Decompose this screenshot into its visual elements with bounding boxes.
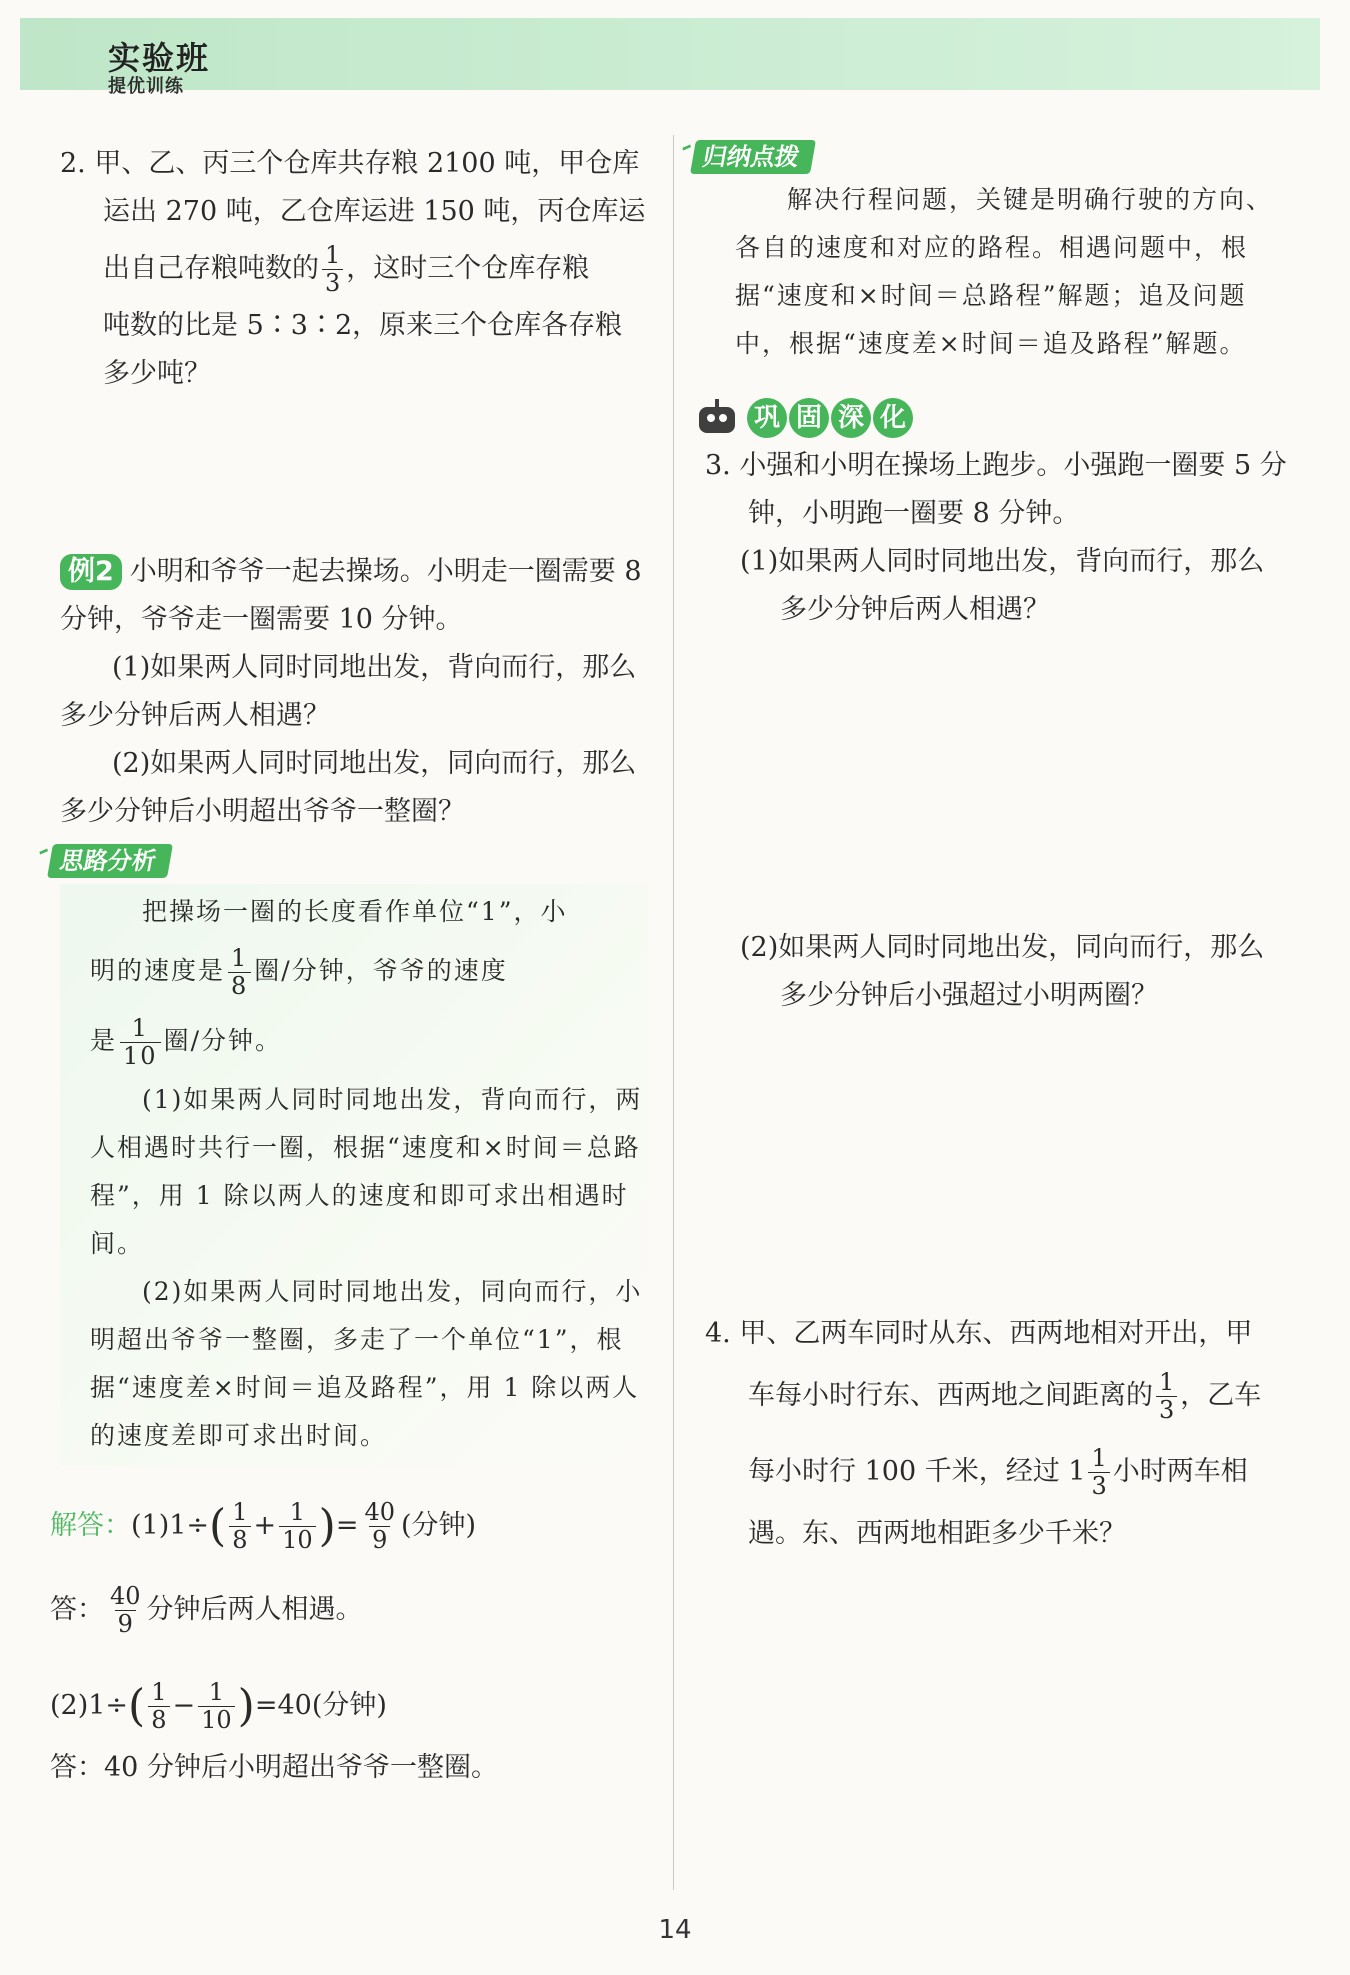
question-3-part-2: (2)如果两人同时同地出发，同向而行，那么多少分钟后小强超过小明两圈？ [740,932,1265,1011]
question-number: 2. [60,148,86,179]
question-3-part-1: (1)如果两人同时同地出发，背向而行，那么多少分钟后两人相遇？ [740,546,1265,625]
answer-space [705,634,1290,924]
fraction: $\frac{1}{3}$ [322,242,343,297]
solution-step-1: 解答：(1)1÷( $\frac{1}{8}$ + $\frac{1}{10}$ )= $\frac{40}{9}$ (分钟) [50,1498,477,1554]
left-column [50,140,648,1792]
brand-subtitle: 提优训练 [108,76,184,97]
fraction: $\frac{1}{8}$ [229,1499,250,1554]
fraction: $\frac{1}{10}$ [120,1015,161,1070]
analysis-label: 思路分析 [47,844,173,878]
analysis-box [60,884,648,1466]
example-tag: 例2 [60,554,122,590]
fraction: $\frac{40}{9}$ [364,1498,396,1554]
brand-title: 实验班 [108,39,211,77]
example-2-intro: 例2 小明和爷爷一起去操场。小明走一圈需要 8 分钟，爷爷走一圈需要 10 分钟。 [60,556,642,635]
fraction: $\frac{1}{3}$ [1088,1445,1109,1500]
consolidate-title: 巩 固 深 化 [747,398,913,438]
question-2-line-3: 吨数的比是 5∶3∶2，原来三个仓库各存粮多少吨？ [103,310,623,389]
fraction: $\frac{40}{9}$ [110,1582,141,1638]
analysis-line-1: 把操场一圈的长度看作单位“1”，小 [142,897,568,926]
solution-label: 解答： [50,1510,131,1541]
answer-space [705,1020,1290,1310]
analysis-part-2: (2)如果两人同时同地出发，同向而行，小明超出爷爷一整圈，多走了一个单位“1”，根据“速度差×时间＝追及路程”，用 1 除以两人的速度差即可求出时间。 [90,1277,643,1450]
consolidate-header [695,398,1290,438]
question-2-line-1: 2. 甲、乙、丙三个仓库共存粮 2100 吨，甲仓库运出 270 吨，乙仓库运进 150 吨，丙仓库运 [60,148,646,227]
question-4-line-2: 车每小时行东、西两地之间距离的 $\frac{1}{3}$ ，乙车 [748,1368,1262,1424]
example-2-part-2: (2)如果两人同时同地出发，同向而行，那么多少分钟后小明超出爷爷一整圈？ [60,748,637,827]
analysis-line-2: 明的速度是 $\frac{1}{8}$ 圈/分钟，爷爷的速度 [90,944,508,1000]
answer-2: 答：40 分钟后小明超出爷爷一整圈。 [50,1752,498,1783]
example-2 [60,548,648,836]
fraction: $\frac{1}{10}$ [198,1679,235,1734]
question-4-line-3: 每小时行 100 千米，经过 1 $\frac{1}{3}$ 小时两车相 [748,1444,1248,1500]
robot-icon [695,399,739,437]
question-number: 3. [705,450,731,481]
question-3-intro: 3. 小强和小明在操场上跑步。小强跑一圈要 5 分钟，小明跑一圈要 8 分钟。 [705,450,1287,529]
summary-label-wrap [693,140,1290,174]
answer-space [60,398,648,548]
summary-text: 解决行程问题，关键是明确行驶的方向、各自的速度和对应的路程。相遇问题中，根据“速度和×时间＝总路程”解题；追及问题中，根据“速度差×时间＝追及路程”解题。 [735,185,1274,358]
header-band [20,18,1320,90]
fraction: $\frac{1}{8}$ [228,945,251,1000]
fraction: $\frac{1}{8}$ [148,1679,169,1734]
analysis-label-wrap [50,844,648,878]
column-divider [673,135,674,1890]
answer-1: 答： $\frac{40}{9}$ 分钟后两人相遇。 [50,1582,363,1638]
summary-box [705,176,1290,368]
summary-label: 归纳点拨 [690,140,816,174]
question-4-line-1: 4. 甲、乙两车同时从东、西两地相对开出，甲 [705,1318,1253,1349]
brand-logo [108,40,210,98]
fraction: $\frac{1}{10}$ [279,1499,316,1554]
example-2-part-1: (1)如果两人同时同地出发，背向而行，那么多少分钟后两人相遇？ [60,652,637,731]
right-column [700,140,1290,1558]
page-number: 14 [658,1915,692,1945]
analysis-line-3: 是 $\frac{1}{10}$ 圈/分钟。 [90,1014,282,1070]
question-2-line-2: 出自己存粮吨数的 $\frac{1}{3}$ ，这时三个仓库存粮 [103,241,590,297]
analysis-part-1: (1)如果两人同时同地出发，背向而行，两人相遇时共行一圈，根据“速度和×时间＝总路程”，用 1 除以两人的速度和即可求出相遇时间。 [90,1085,643,1258]
solution-step-2: (2)1÷( $\frac{1}{8}$ − $\frac{1}{10}$ )=40(分钟) [50,1678,387,1734]
question-2 [60,140,648,398]
solution [50,1488,648,1792]
question-3 [705,442,1290,1020]
fraction: $\frac{1}{3}$ [1156,1369,1177,1424]
question-4-line-4: 遇。东、西两地相距多少千米？ [748,1518,1126,1549]
question-4 [705,1310,1290,1558]
question-number: 4. [705,1318,731,1349]
